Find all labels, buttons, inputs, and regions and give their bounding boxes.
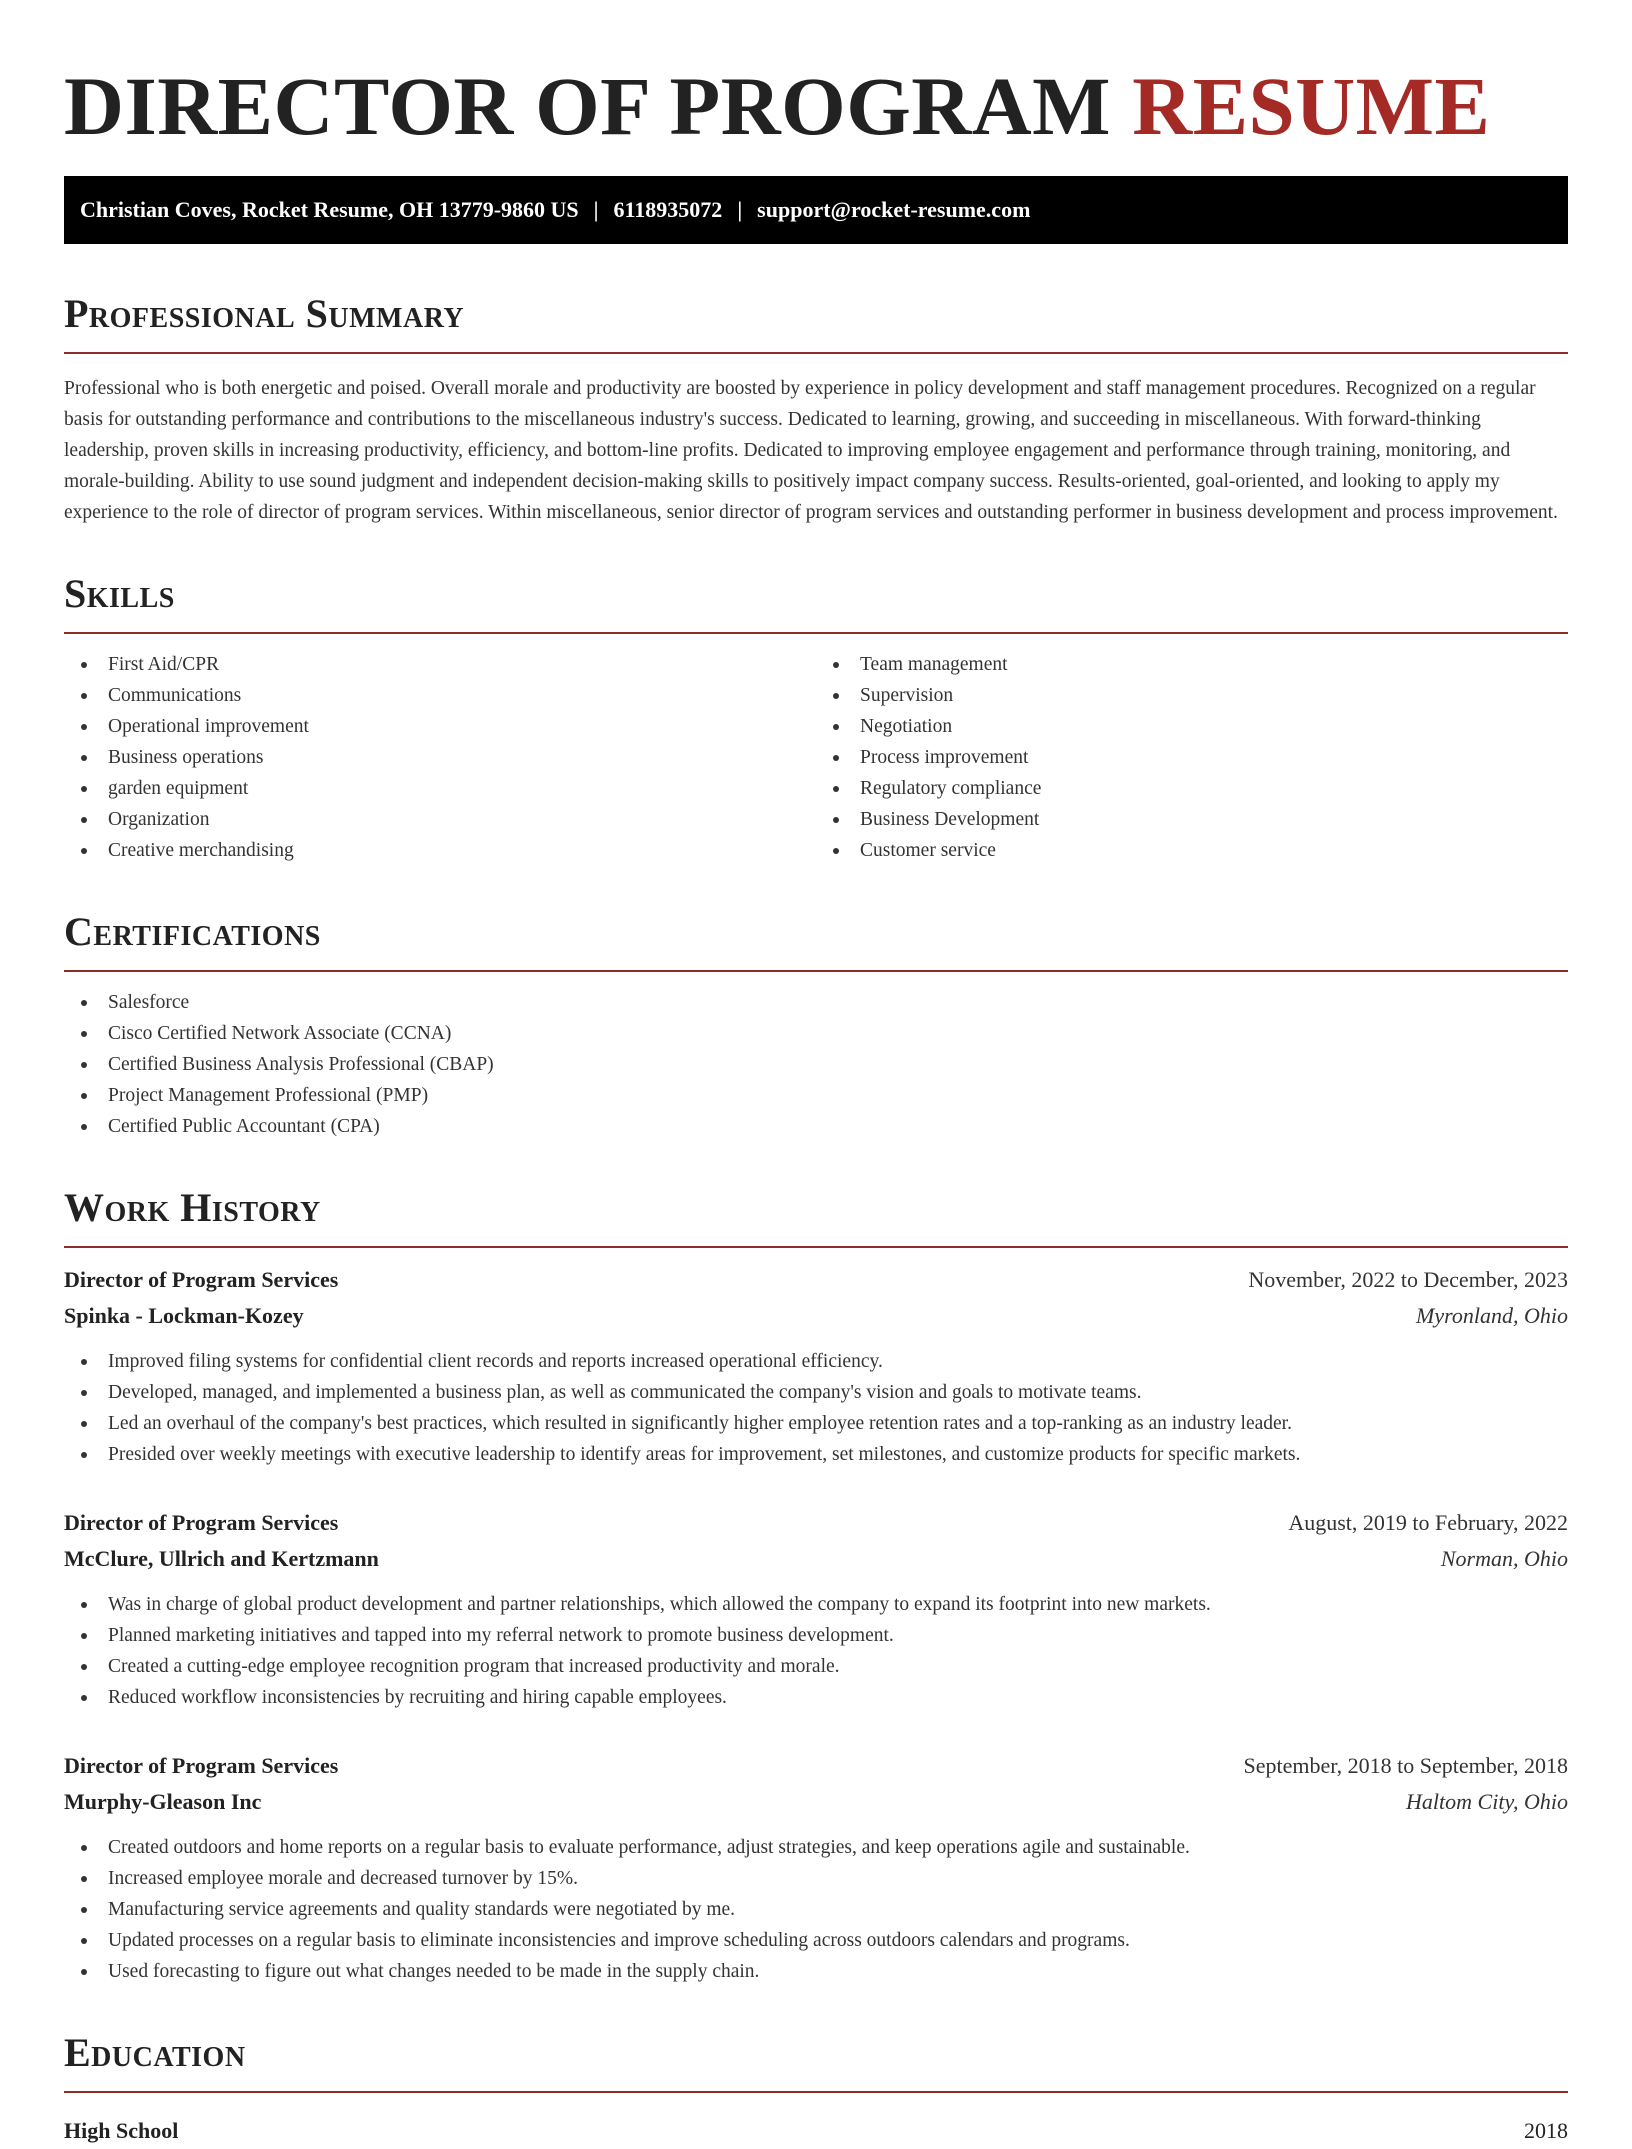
skill-item: First Aid/CPR — [64, 649, 816, 680]
skill-item: Operational improvement — [64, 711, 816, 742]
certification-item: Cisco Certified Network Associate (CCNA) — [64, 1018, 1568, 1049]
job-entry — [64, 1748, 1568, 1987]
contact-separator: | — [737, 197, 743, 222]
job-dates: August, 2019 to February, 2022 — [1288, 1510, 1568, 1535]
skill-item: Business Development — [816, 804, 1568, 835]
contact-email: support@rocket-resume.com — [757, 197, 1031, 222]
job-company: Spinka - Lockman-Kozey — [64, 1303, 304, 1328]
job-location: Myronland, Ohio — [1416, 1303, 1568, 1328]
job-entry — [64, 1505, 1568, 1713]
section-divider — [64, 352, 1568, 354]
skills-heading: Skills — [64, 571, 175, 616]
job-bullet: Created a cutting-edge employee recognition program that increased productivity and morale. — [64, 1651, 1568, 1682]
education-degree: High School — [64, 2118, 179, 2143]
certification-item: Certified Public Accountant (CPA) — [64, 1111, 1568, 1142]
certifications-heading: Certifications — [64, 909, 321, 954]
job-bullet: Manufacturing service agreements and quality standards were negotiated by me. — [64, 1894, 1568, 1925]
certifications-section — [64, 910, 1568, 1142]
job-bullets — [64, 1346, 1568, 1470]
section-divider — [64, 970, 1568, 972]
skill-item: Regulatory compliance — [816, 773, 1568, 804]
job-bullet: Was in charge of global product development and partner relationships, which allowed the company to expand its footprint into new markets. — [64, 1589, 1568, 1620]
job-bullet: Used forecasting to figure out what changes needed to be made in the supply chain. — [64, 1956, 1568, 1987]
job-header-row — [64, 1262, 1568, 1298]
skill-item: Process improvement — [816, 742, 1568, 773]
skills-columns — [64, 634, 1568, 866]
skill-item: Negotiation — [816, 711, 1568, 742]
job-bullet: Developed, managed, and implemented a business plan, as well as communicated the company's vision and goals to motivate teams. — [64, 1377, 1568, 1408]
job-bullet: Led an overhaul of the company's best practices, which resulted in significantly higher employee retention rates and a top-ranking as an industry leader. — [64, 1408, 1568, 1439]
summary-heading: Professional Summary — [64, 291, 465, 336]
job-company: McClure, Ullrich and Kertzmann — [64, 1546, 379, 1571]
job-title: Director of Program Services — [64, 1267, 339, 1292]
skills-list-right — [816, 649, 1568, 866]
job-bullet: Planned marketing initiatives and tapped into my referral network to promote business development. — [64, 1620, 1568, 1651]
job-location: Norman, Ohio — [1440, 1546, 1568, 1571]
skill-item: Organization — [64, 804, 816, 835]
job-header-row — [64, 1748, 1568, 1784]
job-bullet: Increased employee morale and decreased turnover by 15%. — [64, 1863, 1568, 1894]
contact-separator: | — [593, 197, 599, 222]
job-company-row — [64, 1784, 1568, 1820]
education-year: 2018 — [1524, 2118, 1568, 2143]
job-dates: September, 2018 to September, 2018 — [1243, 1753, 1568, 1778]
section-divider — [64, 2091, 1568, 2093]
skills-section — [64, 572, 1568, 866]
job-bullet: Reduced workflow inconsistencies by recruiting and hiring capable employees. — [64, 1682, 1568, 1713]
certification-item: Project Management Professional (PMP) — [64, 1080, 1568, 1111]
contact-phone: 6118935072 — [613, 197, 723, 222]
work-history-section — [64, 1186, 1568, 1987]
contact-bar — [64, 176, 1568, 244]
job-bullet: Updated processes on a regular basis to eliminate inconsistencies and improve scheduling across outdoors calendars and programs. — [64, 1925, 1568, 1956]
skill-item: Creative merchandising — [64, 835, 816, 866]
skill-item: Supervision — [816, 680, 1568, 711]
job-title: Director of Program Services — [64, 1510, 339, 1535]
skills-list-left — [64, 649, 816, 866]
skill-item: Communications — [64, 680, 816, 711]
job-dates: November, 2022 to December, 2023 — [1248, 1267, 1568, 1292]
resume-title — [64, 0, 1568, 152]
skill-item: garden equipment — [64, 773, 816, 804]
section-divider — [64, 1246, 1568, 1248]
job-company: Murphy-Gleason Inc — [64, 1789, 262, 1814]
job-company-row — [64, 1541, 1568, 1577]
job-bullets — [64, 1832, 1568, 1987]
skill-item: Team management — [816, 649, 1568, 680]
contact-address: Christian Coves, Rocket Resume, OH 13779-9860 US — [80, 197, 579, 222]
job-bullet: Improved filing systems for confidential client records and reports increased operational efficiency. — [64, 1346, 1568, 1377]
summary-section — [64, 292, 1568, 528]
certifications-list — [64, 987, 1568, 1142]
certification-item: Certified Business Analysis Professional (CBAP) — [64, 1049, 1568, 1080]
job-title: Director of Program Services — [64, 1753, 339, 1778]
title-main: DIRECTOR OF PROGRAM — [64, 60, 1111, 152]
certification-item: Salesforce — [64, 987, 1568, 1018]
job-bullets — [64, 1589, 1568, 1713]
job-location: Haltom City, Ohio — [1406, 1789, 1568, 1814]
job-company-row — [64, 1298, 1568, 1334]
title-accent: RESUME — [1132, 60, 1491, 152]
education-heading: Education — [64, 2030, 246, 2075]
skill-item: Customer service — [816, 835, 1568, 866]
work-history-heading: Work History — [64, 1185, 321, 1230]
job-header-row — [64, 1505, 1568, 1541]
job-bullet: Presided over weekly meetings with executive leadership to identify areas for improvement, set milestones, and customize products for specific markets. — [64, 1439, 1568, 1470]
job-bullet: Created outdoors and home reports on a regular basis to evaluate performance, adjust strategies, and keep operations agile and sustainable. — [64, 1832, 1568, 1863]
job-entry — [64, 1262, 1568, 1470]
education-entry — [64, 2113, 1568, 2149]
education-section — [64, 2031, 1568, 2149]
summary-text: Professional who is both energetic and poised. Overall morale and productivity are boosted by experience in policy development and staff management procedures. Recognized on a regular basis for outstanding performance and contributions to the miscellaneous industry's success. Dedicated to learning, growing, and succeeding in miscellaneous. With forward-thinking leadership, proven skills in increasing productivity, efficiency, and bottom-line profits. Dedicated to improving employee engagement and performance through training, monitoring, and morale-building. Ability to use sound judgment and independent decision-making skills to positively impact company success. Results-oriented, goal-oriented, and looking to apply my experience to the role of director of program services. Within miscellaneous, senior director of program services and outstanding performer in business development and process improvement. — [64, 378, 1558, 523]
skill-item: Business operations — [64, 742, 816, 773]
